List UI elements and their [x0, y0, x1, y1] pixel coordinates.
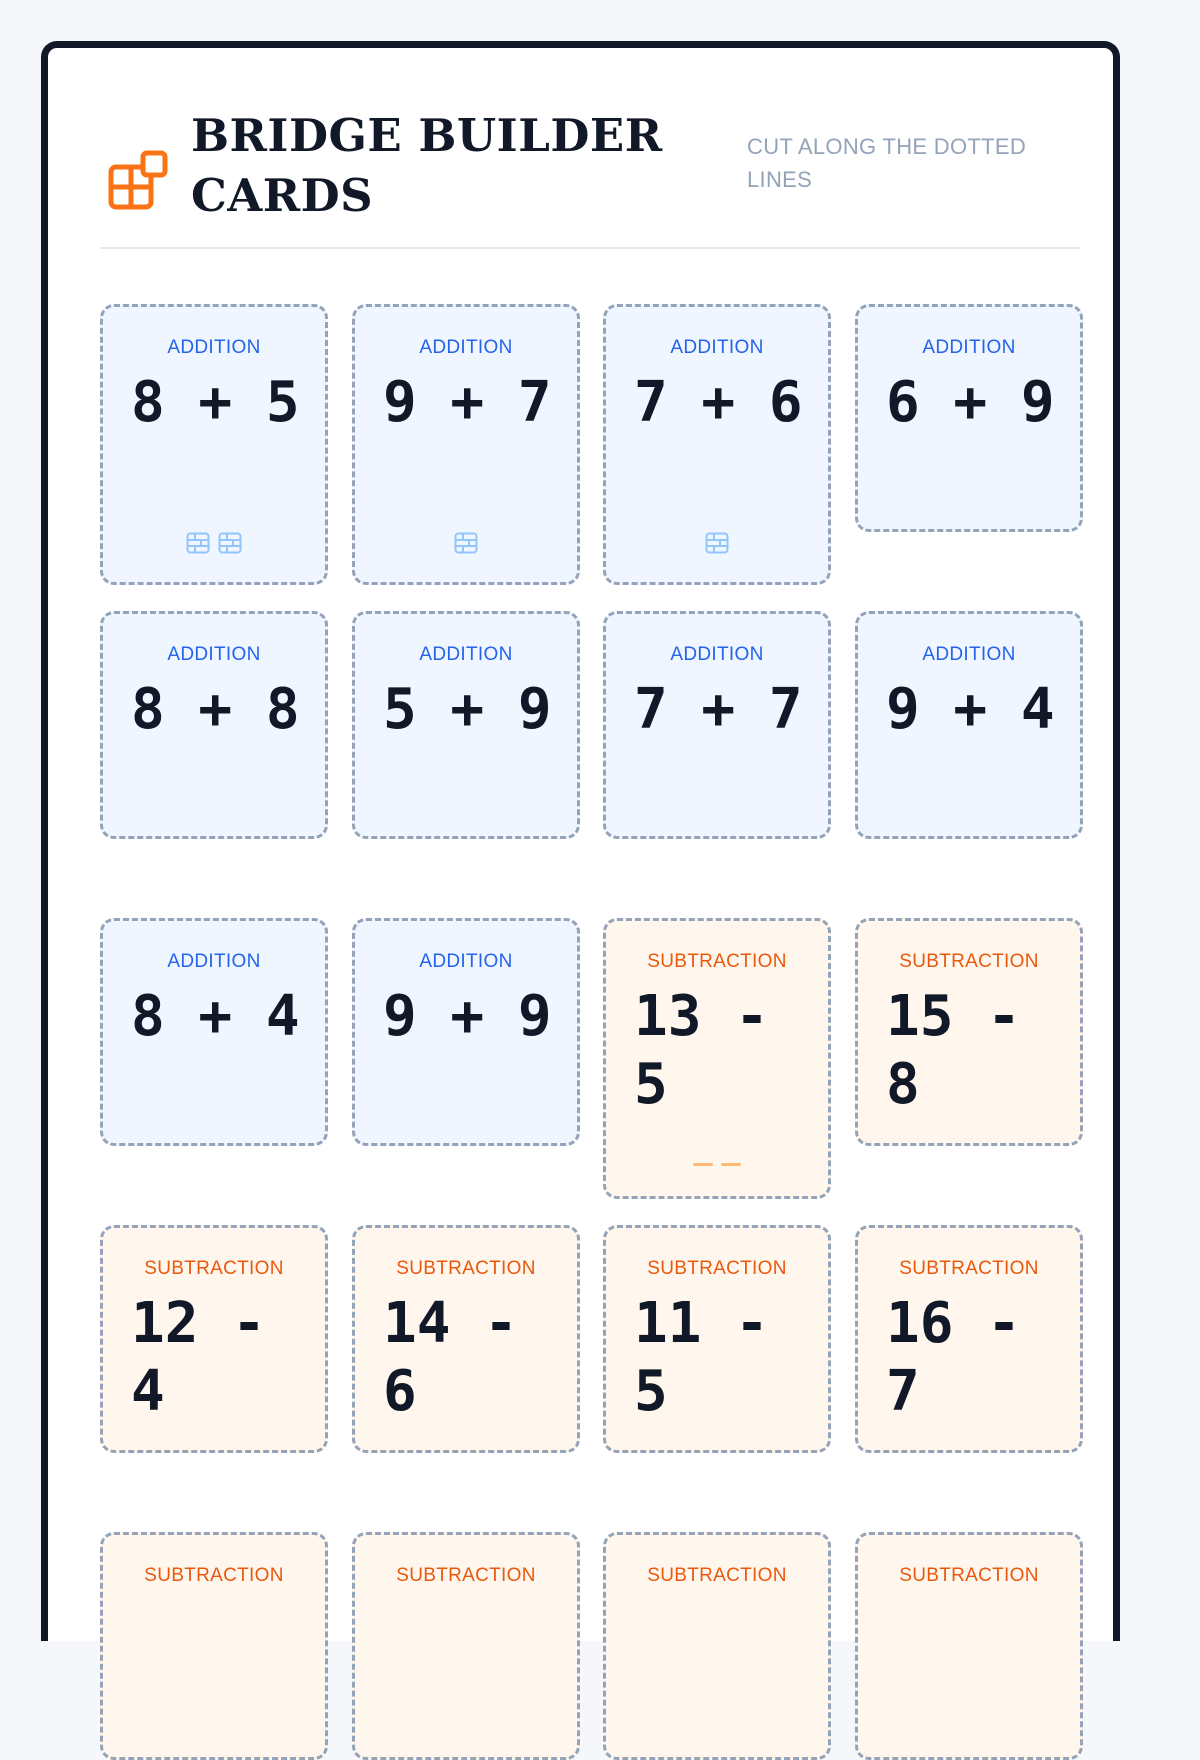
subtraction-card [855, 918, 1083, 1146]
card-expression: 7 + 7 [634, 677, 803, 742]
card-operation-label: ADDITION [167, 337, 261, 358]
addition-card [352, 918, 580, 1146]
card-expression: 8 + 8 [131, 677, 300, 742]
card-hint-icons [606, 532, 828, 554]
card-expression: 16 - 7 [886, 1291, 1021, 1424]
addition-card [603, 611, 831, 839]
card-operation-label: SUBTRACTION [144, 1565, 284, 1586]
brick-icon [705, 532, 729, 554]
worksheet-header [100, 106, 1100, 246]
card-expression: 11 - 5 [634, 1291, 769, 1424]
card-expression: 8 + 4 [131, 984, 300, 1049]
card-expression: 9 + 9 [383, 984, 552, 1049]
addition-card [100, 304, 328, 585]
card-operation-label: SUBTRACTION [899, 1565, 1039, 1586]
card-operation-label: SUBTRACTION [647, 1565, 787, 1586]
card-hint-icons [355, 532, 577, 554]
card-expression: 15 - 8 [886, 984, 1021, 1117]
subtraction-card [855, 1225, 1083, 1453]
card-operation-label: SUBTRACTION [899, 951, 1039, 972]
card-operation-label: SUBTRACTION [144, 1258, 284, 1279]
subtraction-card [603, 918, 831, 1199]
addition-card [100, 611, 328, 839]
card-hint-icons [606, 1162, 828, 1168]
addition-card [855, 304, 1083, 532]
addition-card [855, 611, 1083, 839]
header-divider [100, 247, 1080, 249]
card-operation-label: ADDITION [419, 337, 513, 358]
card-expression: 8 + 5 [131, 370, 300, 435]
addition-card [603, 304, 831, 585]
brick-icon [218, 532, 242, 554]
brick-icon [186, 532, 210, 554]
subtraction-card [352, 1225, 580, 1453]
card-operation-label: ADDITION [922, 644, 1016, 665]
card-expression: 12 - 4 [131, 1291, 266, 1424]
card-operation-label: ADDITION [419, 644, 513, 665]
dash-icon [693, 1162, 713, 1168]
card-operation-label: ADDITION [167, 644, 261, 665]
subtraction-card [100, 1532, 328, 1760]
subtraction-card [352, 1532, 580, 1760]
card-hint-icons [103, 532, 325, 554]
brick-icon [454, 532, 478, 554]
card-expression: 13 - 5 [634, 984, 769, 1117]
cut-instructions: CUT ALONG THE DOTTED LINES [747, 134, 1027, 192]
worksheet-page [41, 41, 1120, 1641]
subtraction-card [855, 1532, 1083, 1760]
card-operation-label: SUBTRACTION [647, 951, 787, 972]
card-expression: 9 + 7 [383, 370, 552, 435]
addition-card [352, 304, 580, 585]
card-expression: 5 + 9 [383, 677, 552, 742]
card-operation-label: SUBTRACTION [647, 1258, 787, 1279]
card-operation-label: SUBTRACTION [899, 1258, 1039, 1279]
card-expression: 9 + 4 [886, 677, 1055, 742]
page-title: BRIDGE BUILDER CARDS [191, 109, 663, 222]
card-operation-label: ADDITION [167, 951, 261, 972]
card-operation-label: SUBTRACTION [396, 1258, 536, 1279]
subtraction-card [603, 1225, 831, 1453]
subtraction-card [603, 1532, 831, 1760]
addition-card [352, 611, 580, 839]
card-operation-label: ADDITION [922, 337, 1016, 358]
card-expression: 6 + 9 [886, 370, 1055, 435]
card-operation-label: ADDITION [419, 951, 513, 972]
card-expression: 7 + 6 [634, 370, 803, 435]
card-operation-label: SUBTRACTION [396, 1565, 536, 1586]
card-operation-label: ADDITION [670, 644, 764, 665]
dash-icon [721, 1162, 741, 1168]
card-operation-label: ADDITION [670, 337, 764, 358]
card-expression: 14 - 6 [383, 1291, 518, 1424]
blocks-logo-icon [107, 149, 169, 211]
addition-card [100, 918, 328, 1146]
subtraction-card [100, 1225, 328, 1453]
